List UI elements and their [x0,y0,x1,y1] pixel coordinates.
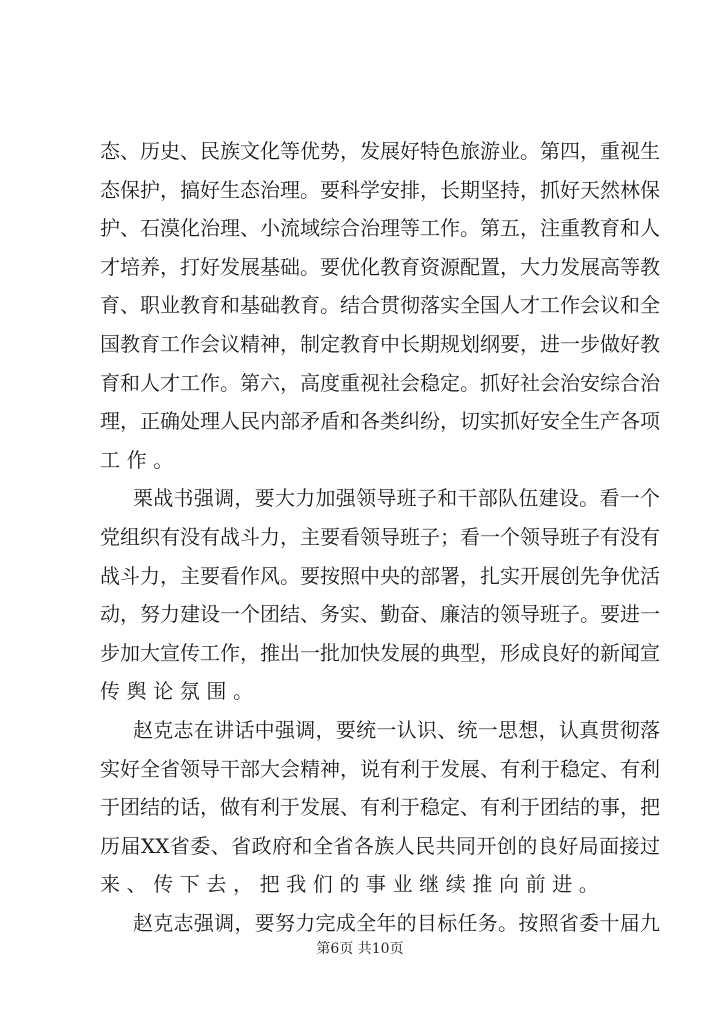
text-line: 赵克志在讲话中强调，要统一认识、统一思想，认真贯彻落 [133,717,660,742]
text-line: 理，正确处理人民内部矛盾和各类纠纷，切实抓好安全生产各项 [100,409,660,434]
text-line: 才培养，打好发展基础。要优化教育资源配置，大力发展高等教 [100,254,660,279]
text-line: 态保护，搞好生态治理。要科学安排，长期坚持，抓好天然林保 [100,177,660,202]
paragraph [100,479,660,711]
text-line: 党组织有没有战斗力，主要看领导班子；看一个领导班子有没有 [100,524,660,549]
text-line: 赵克志强调，要努力完成全年的目标任务。按照省委十届九 [133,910,660,935]
text-line: 历届XX省委、省政府和全省各族人民共同开创的良好局面接过 [100,833,660,858]
paragraph [100,904,660,943]
text-line: 实好全省领导干部大会精神，说有利于发展、有利于稳定、有利 [100,756,660,781]
text-line: 护、石漠化治理、小流域综合治理等工作。第五，注重教育和人 [100,216,660,241]
text-line: 态、历史、民族文化等优势，发展好特色旅游业。第四，重视生 [100,139,660,163]
paragraph [100,132,660,479]
text-line: 动，努力建设一个团结、务实、勤奋、廉洁的领导班子。要进一 [100,602,660,627]
text-line: 育和人才工作。第六，高度重视社会稳定。抓好社会治安综合治 [100,370,660,395]
text-line: 栗战书强调，要大力加强领导班子和干部队伍建设。看一个 [133,486,660,511]
page-number-footer: 第6页 共10页 [316,941,404,957]
text-line: 战斗力，主要看作风。要按照中央的部署，扎实开展创先争优活 [100,563,660,588]
text-line: 育、职业教育和基础教育。结合贯彻落实全国人才工作会议和全 [100,293,660,318]
text-line: 步加大宣传工作，推出一批加快发展的典型，形成良好的新闻宣 [100,640,660,665]
document-body [100,132,660,942]
paragraph [100,711,660,904]
text-line: 工作。 [100,447,180,472]
text-line: 来、传下去，把我们的事业继续推向前进。 [100,872,606,897]
text-line: 于团结的话，做有利于发展、有利于稳定、有利于团结的事，把 [100,795,660,820]
text-line: 传舆论氛围。 [100,679,260,704]
text-line: 国教育工作会议精神，制定教育中长期规划纲要，进一步做好教 [100,331,660,356]
